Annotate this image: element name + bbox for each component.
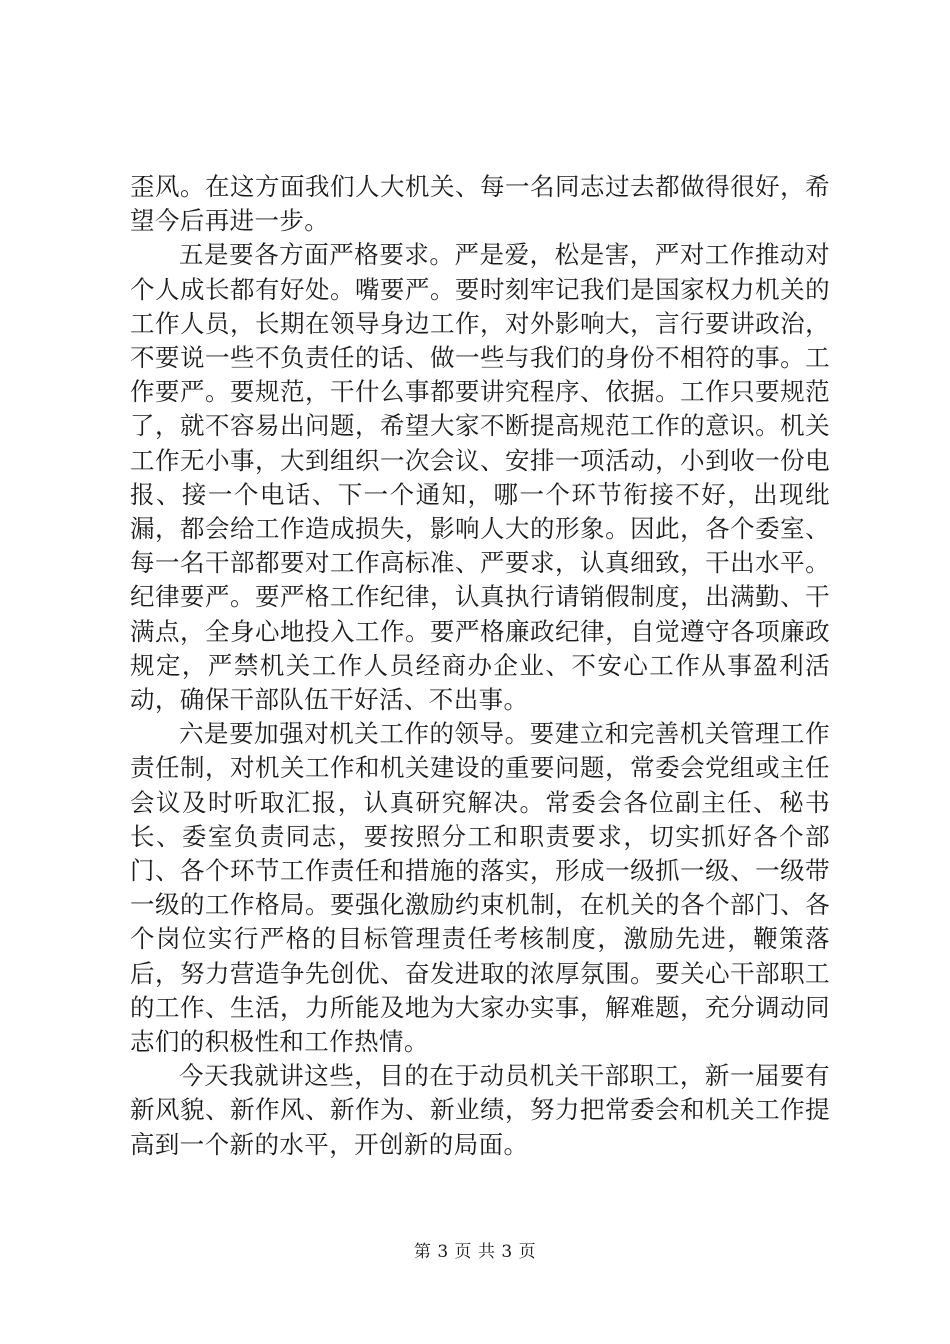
- page-number-footer: 第 3 页 共 3 页: [413, 1242, 537, 1262]
- paragraph-continuation: 歪风。在这方面我们人大机关、每一名同志过去都做得很好，希望今后再进一步。: [130, 172, 830, 236]
- paragraph-strict-requirements: 五是要各方面严格要求。严是爱，松是害，严对工作推动对个人成长都有好处。嘴要严。要时刻牢记我们是国家权力机关的工作人员，长期在领导身边工作，对外影响大，言行要讲政治，不要说一些不负责任的话、做一些与我们的身份不相符的事。工作要严。要规范，干什么事都要讲究程序、依据。工作只要规范了，就不容易出问题，希望大家不断提高规范工作的意识。机关工作无小事，大到组织一次会议、安排一项活动，小到收一份电报、接一个电话、下一个通知，哪一个环节衔接不好，出现纰漏，都会给工作造成损失，影响人大的形象。因此，各个委室、每一名干部都要对工作高标准、严要求，认真细致，干出水平。纪律要严。要严格工作纪律，认真执行请销假制度，出满勤、干满点，全身心地投入工作。要严格廉政纪律，自觉遵守各项廉政规定，严禁机关工作人员经商办企业、不安心工作从事盈利活动，确保干部队伍干好活、不出事。: [130, 240, 830, 715]
- paragraph-closing: 今天我就讲这些，目的在于动员机关干部职工，新一届要有新风貌、新作风、新作为、新业绩，努力把常委会和机关工作提高到一个新的水平，开创新的局面。: [130, 1061, 830, 1159]
- paragraph-leadership: 六是要加强对机关工作的领导。要建立和完善机关管理工作责任制，对机关工作和机关建设的重要问题，常委会党组或主任会议及时听取汇报，认真研究解决。常委会各位副主任、秘书长、委室负责同志，要按照分工和职责要求，切实抓好各个部门、各个环节工作责任和措施的落实，形成一级抓一级、一级带一级的工作格局。要强化激励约束机制，在机关的各个部门、各个岗位实行严格的目标管理责任考核制度，激励先进，鞭策落后，努力营造争先创优、奋发进取的浓厚氛围。要关心干部职工的工作、生活，力所能及地为大家办实事，解难题，充分调动同志们的积极性和工作热情。: [130, 719, 830, 1057]
- document-body: [130, 170, 830, 1162]
